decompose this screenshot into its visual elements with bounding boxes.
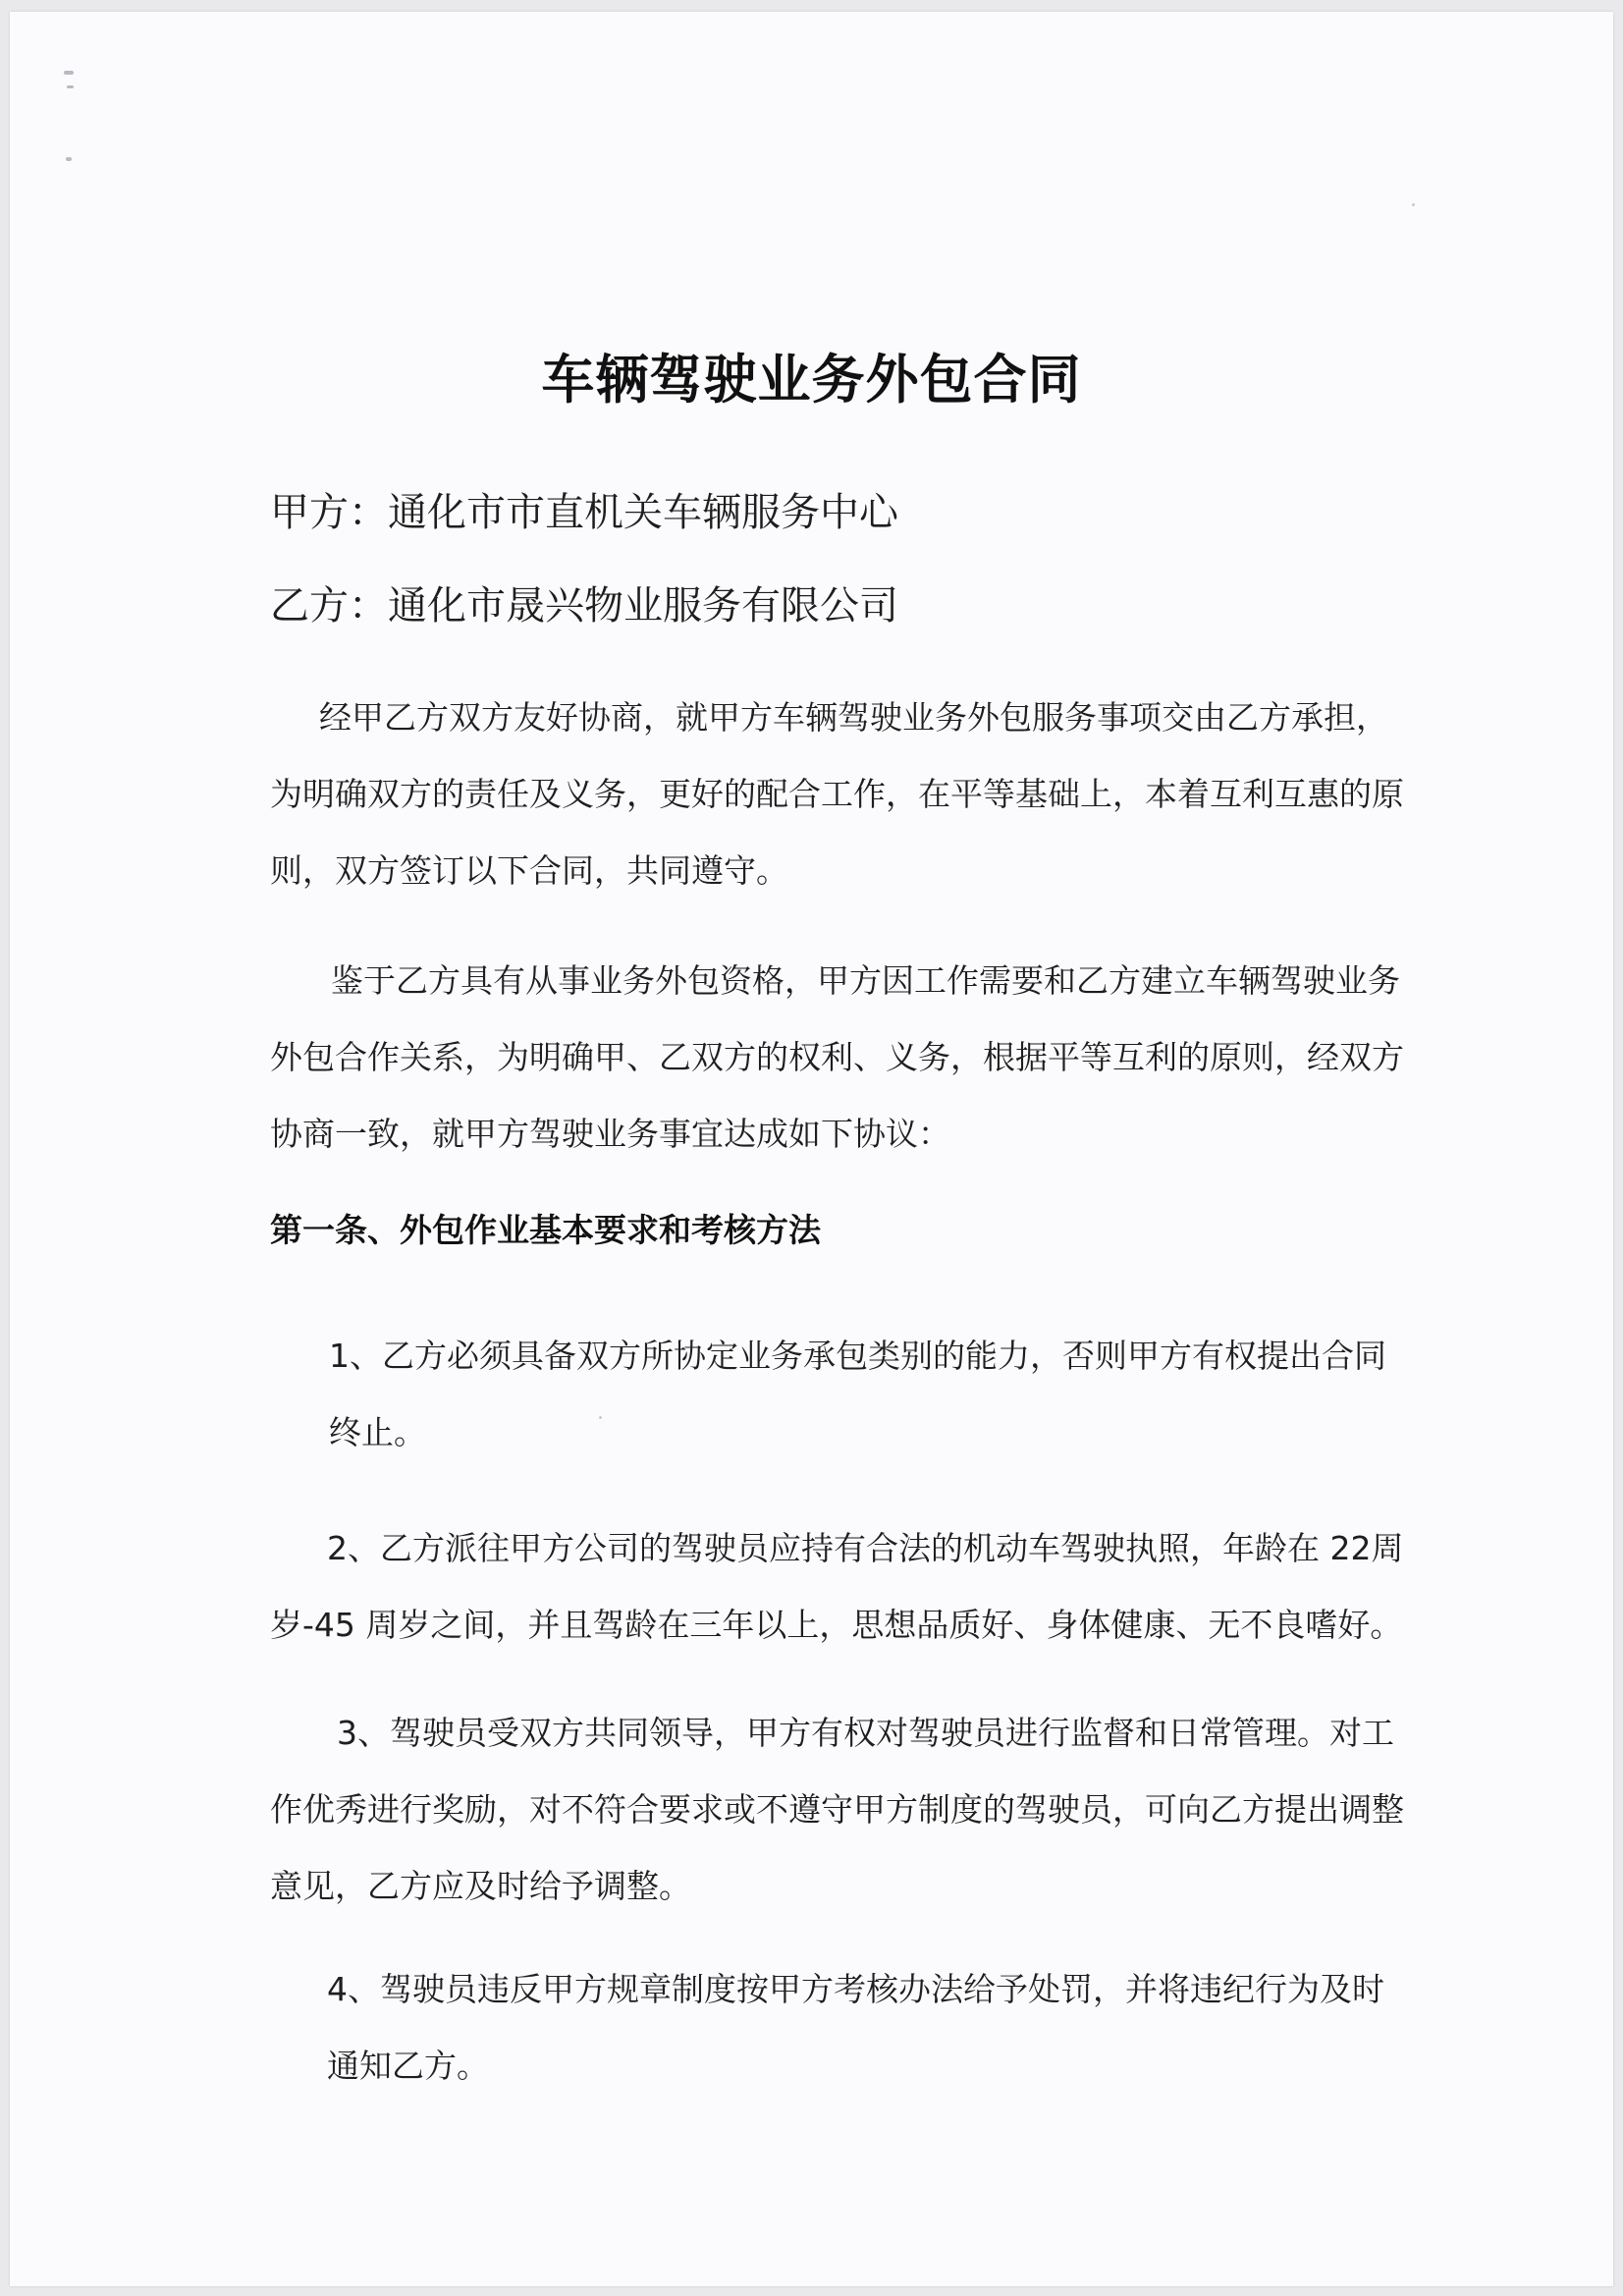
clause-item-3 <box>270 1695 1419 1925</box>
paragraph-line: 经甲乙方双方友好协商，就甲方车辆驾驶业务外包服务事项交由乙方承担， <box>319 698 1388 737</box>
paragraph-line: 通知乙方。 <box>327 2047 489 2085</box>
document-page <box>10 12 1613 2286</box>
punch-hole-mark <box>67 85 74 88</box>
section-heading: 第一条、外包作业基本要求和考核方法 <box>270 1211 821 1249</box>
clause-item-1 <box>270 1318 1419 1471</box>
contract-title: 车辆驾驶业务外包合同 <box>541 349 1082 410</box>
clause-item-4 <box>270 1951 1419 2105</box>
paragraph-line: 外包合作关系，为明确甲、乙双方的权利、义务，根据平等互利的原则，经双方 <box>270 1038 1404 1076</box>
scan-speck <box>1412 203 1415 206</box>
paragraph-line: 为明确双方的责任及义务，更好的配合工作，在平等基础上，本着互利互惠的原 <box>270 775 1404 813</box>
clause-item-2 <box>270 1510 1419 1664</box>
intro-paragraph <box>270 680 1419 909</box>
paragraph-line: 意见，乙方应及时给予调整。 <box>270 1867 691 1905</box>
paragraph-line: 3、驾驶员受双方共同领导，甲方有权对驾驶员进行监督和日常管理。对工 <box>337 1714 1394 1752</box>
paragraph-line: 作优秀进行奖励，对不符合要求或不遵守甲方制度的驾驶员，可向乙方提出调整 <box>270 1790 1404 1829</box>
paragraph-line: 2、乙方派往甲方公司的驾驶员应持有合法的机动车驾驶执照，年龄在 22周 <box>327 1529 1404 1567</box>
punch-hole-mark <box>64 71 74 75</box>
paragraph-line: 鉴于乙方具有从事业务外包资格，甲方因工作需要和乙方建立车辆驾驶业务 <box>331 961 1400 1000</box>
whereas-paragraph <box>270 943 1419 1173</box>
paragraph-line: 协商一致，就甲方驾驶业务事宜达成如下协议： <box>270 1115 950 1153</box>
paragraph-line: 4、驾驶员违反甲方规章制度按甲方考核办法给予处罚，并将违纪行为及时 <box>327 1970 1384 2008</box>
paragraph-line: 1、乙方必须具备双方所协定业务承包类别的能力，否则甲方有权提出合同 <box>329 1337 1386 1375</box>
paragraph-line: 岁-45 周岁之间，并且驾龄在三年以上，思想品质好、身体健康、无不良嗜好。 <box>270 1606 1403 1644</box>
punch-hole-mark <box>66 157 72 161</box>
paragraph-line: 终止。 <box>329 1413 426 1451</box>
party-a-line: 甲方：通化市市直机关车辆服务中心 <box>270 490 898 535</box>
party-b-line: 乙方：通化市晟兴物业服务有限公司 <box>270 583 898 629</box>
paragraph-line: 则，双方签订以下合同，共同遵守。 <box>270 851 788 890</box>
